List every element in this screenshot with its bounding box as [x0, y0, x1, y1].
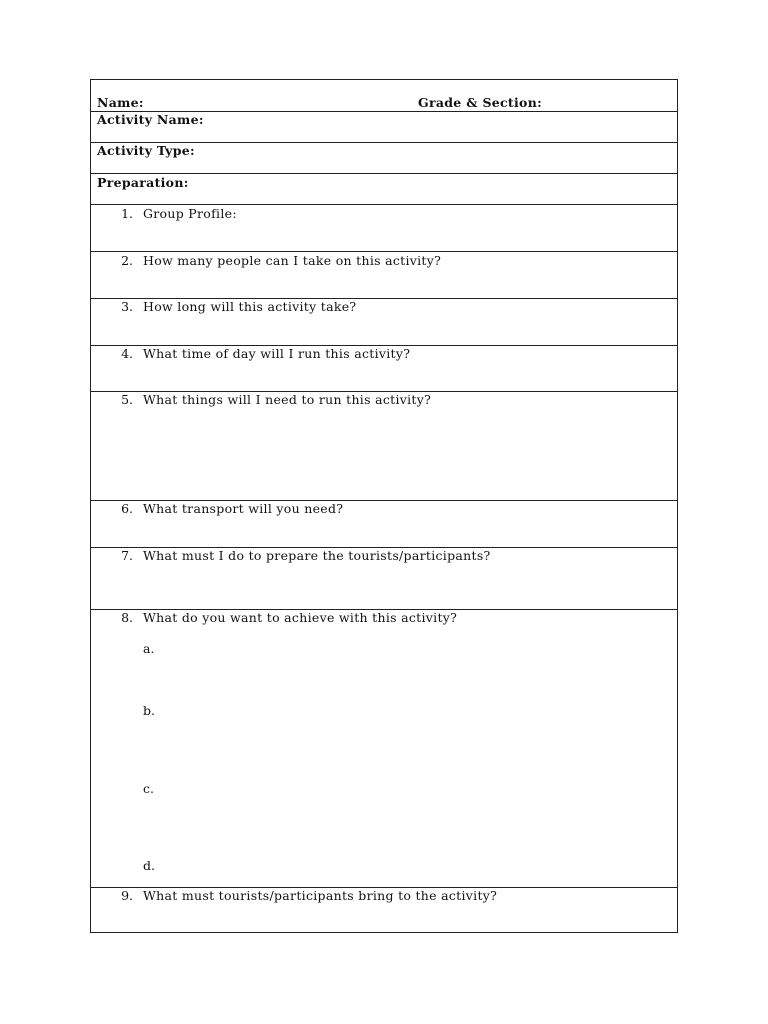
question-number: 4. [121, 346, 133, 361]
question-number: 3. [121, 299, 133, 314]
question-row-7 [91, 548, 677, 610]
question-text: How long will this activity take? [143, 299, 357, 314]
preparation-row [91, 174, 677, 205]
answer-letter-b: b. [143, 703, 155, 718]
question-row-2 [91, 252, 677, 299]
question-text: How many people can I take on this activity? [143, 253, 442, 268]
question-number: 7. [121, 548, 133, 563]
answer-letter-a: a. [143, 641, 155, 656]
activity-type-row [91, 143, 677, 174]
question-text: What transport will you need? [143, 501, 344, 516]
question-row-1 [91, 205, 677, 252]
question-text: What things will I need to run this activity? [143, 392, 432, 407]
question-text: What must tourists/participants bring to the activity? [143, 888, 498, 903]
answer-letter-c: c. [143, 781, 154, 796]
question-row-3 [91, 299, 677, 346]
activity-plan-form [90, 79, 678, 933]
question-row-8 [91, 610, 677, 888]
question-text: What must I do to prepare the tourists/participants? [143, 548, 491, 563]
activity-type-label: Activity Type: [97, 143, 195, 158]
answer-letter-d: d. [143, 858, 155, 873]
question-number: 8. [121, 610, 133, 625]
name-grade-row [91, 80, 677, 112]
activity-name-label: Activity Name: [97, 112, 204, 127]
grade-section-label: Grade & Section: [418, 95, 542, 110]
question-number: 5. [121, 392, 133, 407]
question-row-4 [91, 346, 677, 392]
question-row-6 [91, 501, 677, 548]
question-text: What do you want to achieve with this activity? [143, 610, 458, 625]
question-row-9 [91, 888, 677, 932]
question-number: 9. [121, 888, 133, 903]
question-text: What time of day will I run this activity? [143, 346, 411, 361]
question-text: Group Profile: [143, 206, 237, 221]
preparation-label: Preparation: [97, 175, 189, 190]
name-label: Name: [97, 95, 144, 110]
question-number: 2. [121, 253, 133, 268]
question-number: 1. [121, 206, 133, 221]
question-row-5 [91, 392, 677, 501]
question-number: 6. [121, 501, 133, 516]
activity-name-row [91, 112, 677, 143]
